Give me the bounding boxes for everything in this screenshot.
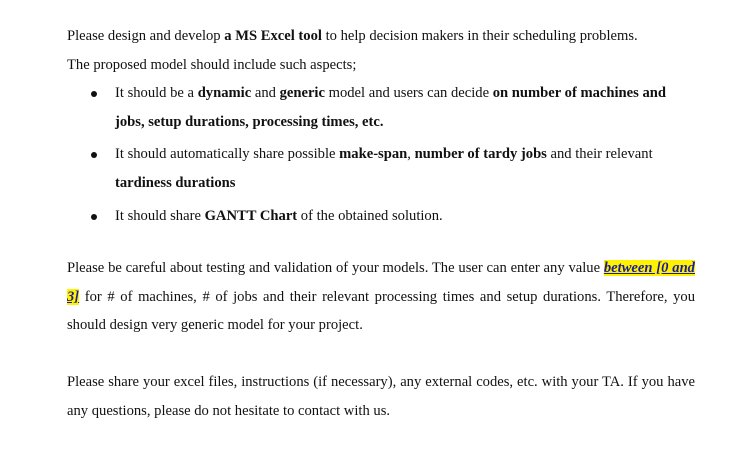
submission-paragraph: Please share your excel files, instructions (if necessary), any external codes, etc. with your TA. If you have any questions, please do not hesitate to contact with us. [67, 373, 695, 419]
bullet-icon [91, 91, 97, 97]
highlighted-range: between [0 and 3] [67, 260, 695, 305]
intro-paragraph [67, 22, 695, 79]
bullet-icon [91, 152, 97, 158]
intro-tool-emphasis: a MS Excel tool [224, 28, 322, 44]
requirements-list [67, 79, 695, 230]
list-item: It should share GANTT Chart of the obtained solution. [67, 202, 695, 231]
validation-paragraph: Please be careful about testing and validation of your models. The user can enter any value between [0 and 3] for # of machines, # of jobs and their relevant processing times and setup durations. Therefore, you should design very generic model for your project. [67, 260, 695, 334]
document-body [67, 22, 695, 425]
bullet-icon [91, 214, 97, 220]
intro-text-3: The proposed model should include such aspects; [67, 56, 357, 73]
intro-text-2: to help decision makers in their scheduling problems. [321, 28, 638, 44]
list-item: It should be a dynamic and generic model and users can decide on number of machines and jobs, setup durations, processing times, etc. [67, 79, 695, 136]
intro-text-1: Please design and develop [67, 28, 225, 44]
list-item: It should automatically share possible make-span, number of tardy jobs and their relevant tardiness durations [67, 140, 695, 197]
